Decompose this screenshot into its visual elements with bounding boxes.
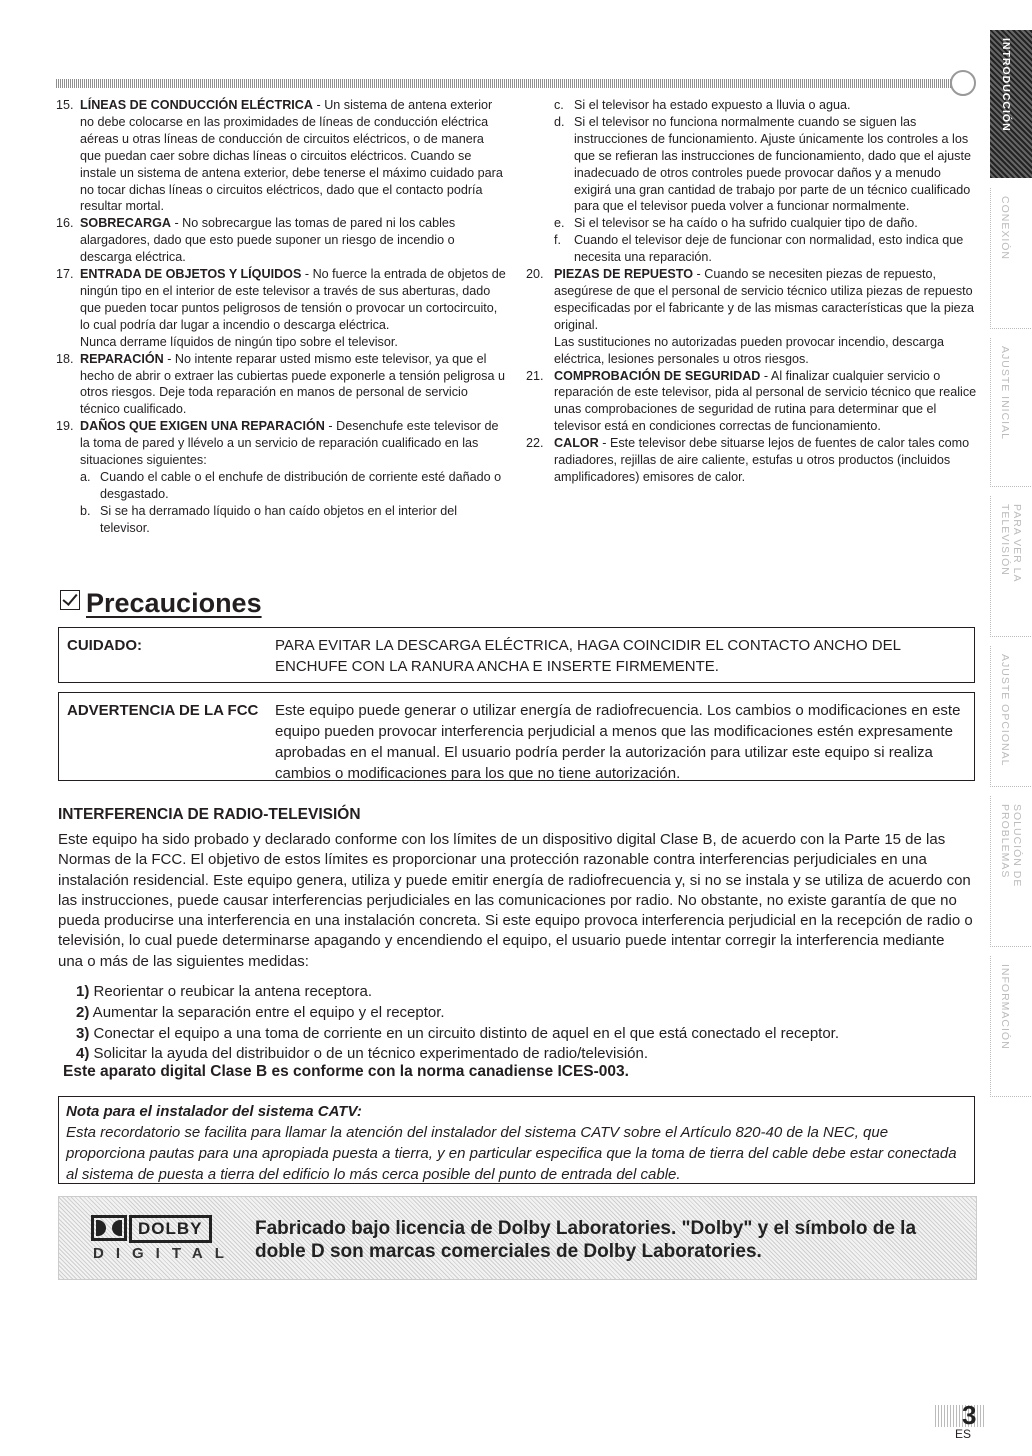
top-rule	[56, 79, 964, 88]
safety-sub-f: f. Cuando el televisor deje de funcionar con normalidad, esto indica que necesita una reparación.	[554, 233, 964, 265]
measures-list	[76, 982, 839, 1065]
page-number: 3	[962, 1400, 977, 1430]
measure-item: 1) Reorientar o reubicar la antena receptora.	[76, 983, 373, 1000]
safety-item-17: 17. ENTRADA DE OBJETOS Y LÍQUIDOS - No fuerce la entrada de objetos de ningún tipo en el interior de este televisor a través de sus aberturas, dado que pueden tocar puntos peligrosos de tensión o provocar un cortocircuito, lo cual podría dar lugar a incendio o descarga eléctrica.	[56, 267, 506, 332]
safety-item-15: 15. LÍNEAS DE CONDUCCIÓN ELÉCTRICA - Un sistema de antena exterior no debe colocarse en las proximidades de líneas de conducción eléctrica aéreas u otras líneas de conducción de circuitos eléctricos, o de manera que puedan caer sobre dichas líneas o circuitos eléctricos. Cuando se instale un sistema de antena exterior, debe tenerse el máximo cuidado para no tocar dichas líneas o circuitos eléctricos, dado que el contacto podría resultar mortal.	[56, 98, 503, 214]
dolby-banner	[58, 1196, 977, 1280]
fcc-text: Este equipo puede generar o utilizar energía de radiofrecuencia. Los cambios o modificaciones en este equipo pueden provocar interferencia perjudicial a menos que las modificaciones estén expresamente aprobadas en el manual. El usuario podría perder la autorización para utilizar este equipo si realiza cambios o modificaciones para los que no tiene autorización.	[275, 702, 961, 782]
tab-ajuste-opcional[interactable]: AJUSTE OPCIONAL	[990, 646, 1032, 787]
tab-conexion[interactable]: CONEXIÓN	[990, 188, 1032, 329]
safety-sub-a: a. Cuando el cable o el enchufe de distribución de corriente esté dañado o desgastado.	[80, 469, 502, 501]
safety-item-16: 16. SOBRECARGA - No sobrecargue las tomas de pared ni los cables alargadores, dado que esto puede suponer un riesgo de incendio o descarga eléctrica.	[56, 216, 456, 265]
tab-introduccion[interactable]: INTRODUCCIÓN	[990, 30, 1032, 178]
caution-label: CUIDADO:	[67, 637, 142, 654]
measure-item: 3) Conectar el equipo a una toma de corriente en un circuito distinto de aquel en el que está conectado el receptor.	[76, 1024, 839, 1042]
dolby-logo: DOLBY DIGITAL	[91, 1215, 216, 1263]
safety-item-17-note: Nunca derrame líquidos de ningún tipo sobre el televisor.	[80, 334, 398, 349]
safety-sub-b: b. Si se ha derramado líquido o han caído objetos en el interior del televisor.	[80, 503, 458, 535]
safety-item-19: 19. DAÑOS QUE EXIGEN UNA REPARACIÓN - Desenchufe este televisor de la toma de pared y llévelo a un servicio de reparación cualificado en las situaciones siguientes:	[56, 419, 499, 468]
fcc-label: ADVERTENCIA DE LA FCC	[67, 702, 259, 719]
safety-item-21: 21. COMPROBACIÓN DE SEGURIDAD - Al finalizar cualquier servicio o reparación de este televisor, pida al personal de servicio técnico que realice unas comprobaciones de seguridad de rutina para determinar que el televisor está en condiciones correctas de funcionamiento.	[526, 368, 977, 434]
caution-box	[58, 627, 975, 683]
safety-column-left	[56, 97, 506, 537]
safety-item-20-note: Las sustituciones no autorizadas pueden provocar incendio, descarga eléctrica, lesiones personales u otros riesgos.	[554, 334, 944, 366]
fcc-warning-box	[58, 692, 975, 781]
interference-heading: INTERFERENCIA DE RADIO-TELEVISIÓN	[58, 806, 361, 823]
catv-note-title: Nota para el instalador del sistema CATV:	[66, 1103, 362, 1120]
tab-solucion[interactable]: SOLUCIÓN DE PROBLEMAS	[990, 796, 1032, 947]
safety-item-22: 22. CALOR - Este televisor debe situarse lejos de fuentes de calor tales como radiadores, rejillas de aire caliente, estufas u otros productos (incluidos amplificadores) emisores de calor.	[526, 436, 970, 484]
safety-item-18: 18. REPARACIÓN - No intente reparar usted mismo este televisor, ya que el hecho de abrir o extraer las cubiertas puede exponerle a tensión peligrosa u otros riesgos. Deje toda reparación en manos de personal de servicio técnico cualificado.	[56, 351, 505, 417]
measure-item: 4) Solicitar la ayuda del distribuidor o de un técnico experimentado de radio/televisión.	[76, 1045, 649, 1063]
safety-column-right	[526, 97, 981, 486]
checkbox-icon	[60, 590, 80, 610]
safety-sub-e: e. Si el televisor se ha caído o ha sufrido cualquier tipo de daño.	[554, 216, 918, 231]
safety-item-20: 20. PIEZAS DE REPUESTO - Cuando se necesiten piezas de repuesto, asegúrese de que el personal de servicio técnico utiliza piezas de repuesto especificadas por el fabricante y de las mismas características que la pieza original.	[526, 267, 974, 332]
catv-note-box	[58, 1096, 975, 1184]
tab-informacion[interactable]: INFORMACIÓN	[990, 956, 1032, 1097]
double-d-icon	[91, 1215, 127, 1241]
safety-sub-c: c. Si el televisor ha estado expuesto a lluvia o agua.	[554, 98, 851, 112]
canada-compliance: Este aparato digital Clase B es conforme con la norma canadiense ICES-003.	[63, 1063, 629, 1080]
measure-item: 2) Aumentar la separación entre el equipo y el receptor.	[76, 1003, 445, 1021]
page-number-pattern	[935, 1405, 985, 1427]
tab-ajuste-inicial[interactable]: AJUSTE INICIAL	[990, 338, 1032, 487]
caution-text: PARA EVITAR LA DESCARGA ELÉCTRICA, HAGA COINCIDIR EL CONTACTO ANCHO DEL ENCHUFE CON LA RANURA ANCHA E INSERTE FIRMEMENTE.	[275, 637, 901, 675]
safety-sub-d: d. Si el televisor no funciona normalmente cuando se siguen las instrucciones de funcionamiento. Ajuste únicamente los controles a los que se refieran las instrucciones de funcionamiento, dado que el ajuste inadecuado de otros controles puede provocar daños y a menudo exigirá una gran cantidad de trabajo por parte de un técnico cualificado para que el televisor pueda volver a funcionar normalmente.	[554, 114, 971, 214]
dolby-text: Fabricado bajo licencia de Dolby Laboratories. "Dolby" y el símbolo de la doble D son marcas comerciales de Dolby Laboratories.	[255, 1218, 917, 1262]
language-code: ES	[955, 1427, 972, 1441]
top-rule-circle	[950, 70, 976, 96]
catv-note-text: Esta recordatorio se facilita para llamar la atención del instalador del sistema CATV sobre el Artículo 820-40 de la NEC, que proporciona pautas para una apropiada puesta a tierra, y en particular especifica que la toma de tierra del cable debe estar conectada al sistema de puesta a tierra del edificio lo más cerca posible del punto de entrada del cable.	[66, 1124, 957, 1183]
section-title: Precauciones	[60, 588, 262, 619]
interference-text: Este equipo ha sido probado y declarado conforme con los límites de un dispositivo digital Clase B, de acuerdo con la Parte 15 de las Normas de la FCC. El objetivo de estos límites es proporcionar una protección razonable contra interferencias perjudiciales en una instalación residencial. Este equipo genera, utiliza y puede emitir energía de radiofrecuencia y, si no se instala y se utiliza de acuerdo con las instrucciones, puede causar interferencias perjudiciales en las comunicaciones por radio. No obstante, no existe garantía de que no pueda producirse una interferencia en una instalación concreta. Si este equipo provoca interferencia perjudicial en la recepción de radio o televisión, lo cual puede determinarse apagando y encendiendo el equipo, el usuario puede intentar corregir la interferencia mediante una o más de las siguientes medidas:	[58, 831, 973, 970]
tab-para-ver[interactable]: PARA VER LA TELEVISIÓN	[990, 496, 1032, 637]
